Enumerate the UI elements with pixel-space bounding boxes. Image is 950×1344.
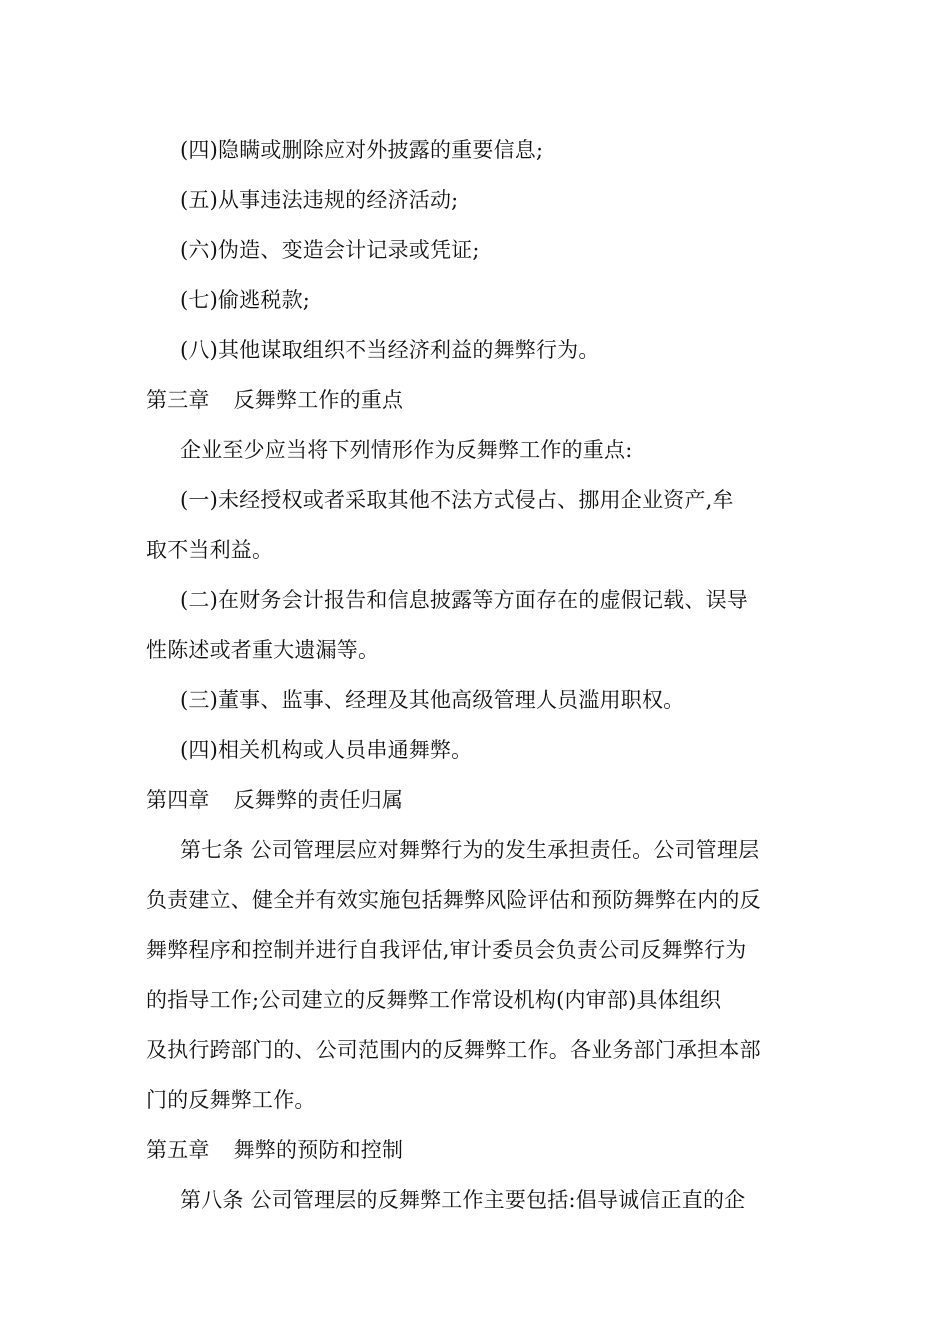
paragraph-line: 企业至少应当将下列情形作为反舞弊工作的重点: [180,438,633,462]
chapter-title: 反舞弊的责任归属 [233,788,404,812]
chapter-number: 第三章 [146,388,210,412]
chapter-number: 第四章 [146,788,210,812]
document-body [146,132,808,1232]
list-item-8: (八)其他谋取组织不当经济利益的舞弊行为。 [180,338,600,362]
list-item-4: (四)隐瞒或删除应对外披露的重要信息; [180,138,544,162]
paragraph-line: 负责建立、健全并有效实施包括舞弊风险评估和预防舞弊在内的反 [146,888,761,912]
paragraph-line: 门的反舞弊工作。 [146,1088,316,1112]
paragraph-line: 的指导工作;公司建立的反舞弊工作常设机构(内审部)具体组织 [146,988,722,1012]
paragraph-line: (四)相关机构或人员串通舞弊。 [180,738,473,762]
list-item-5: (五)从事违法违规的经济活动; [180,188,459,212]
paragraph-line: (三)董事、监事、经理及其他高级管理人员滥用职权。 [180,688,685,712]
paragraph-line: 及执行跨部门的、公司范围内的反舞弊工作。各业务部门承担本部 [146,1038,761,1062]
chapter-title: 舞弊的预防和控制 [233,1138,404,1162]
paragraph-line: 第八条 公司管理层的反舞弊工作主要包括:倡导诚信正直的企 [180,1188,746,1212]
paragraph-line: (二)在财务会计报告和信息披露等方面存在的虚假记载、误导 [180,588,748,612]
chapter-number: 第五章 [146,1138,210,1162]
paragraph-line: 舞弊程序和控制并进行自我评估,审计委员会负责公司反舞弊行为 [146,938,747,962]
chapter-4-heading [146,782,808,832]
chapter-3-heading [146,382,808,432]
paragraph-line: (一)未经授权或者采取其他不法方式侵占、挪用企业资产,牟 [180,488,734,512]
list-item-6: (六)伪造、变造会计记录或凭证; [180,238,480,262]
chapter-title: 反舞弊工作的重点 [233,388,404,412]
paragraph-line: 取不当利益。 [146,538,274,562]
paragraph-line: 第七条 公司管理层应对舞弊行为的发生承担责任。公司管理层 [180,838,760,862]
list-item-7: (七)偷逃税款; [180,288,311,312]
chapter-5-heading [146,1132,808,1182]
paragraph-line: 性陈述或者重大遗漏等。 [146,638,380,662]
